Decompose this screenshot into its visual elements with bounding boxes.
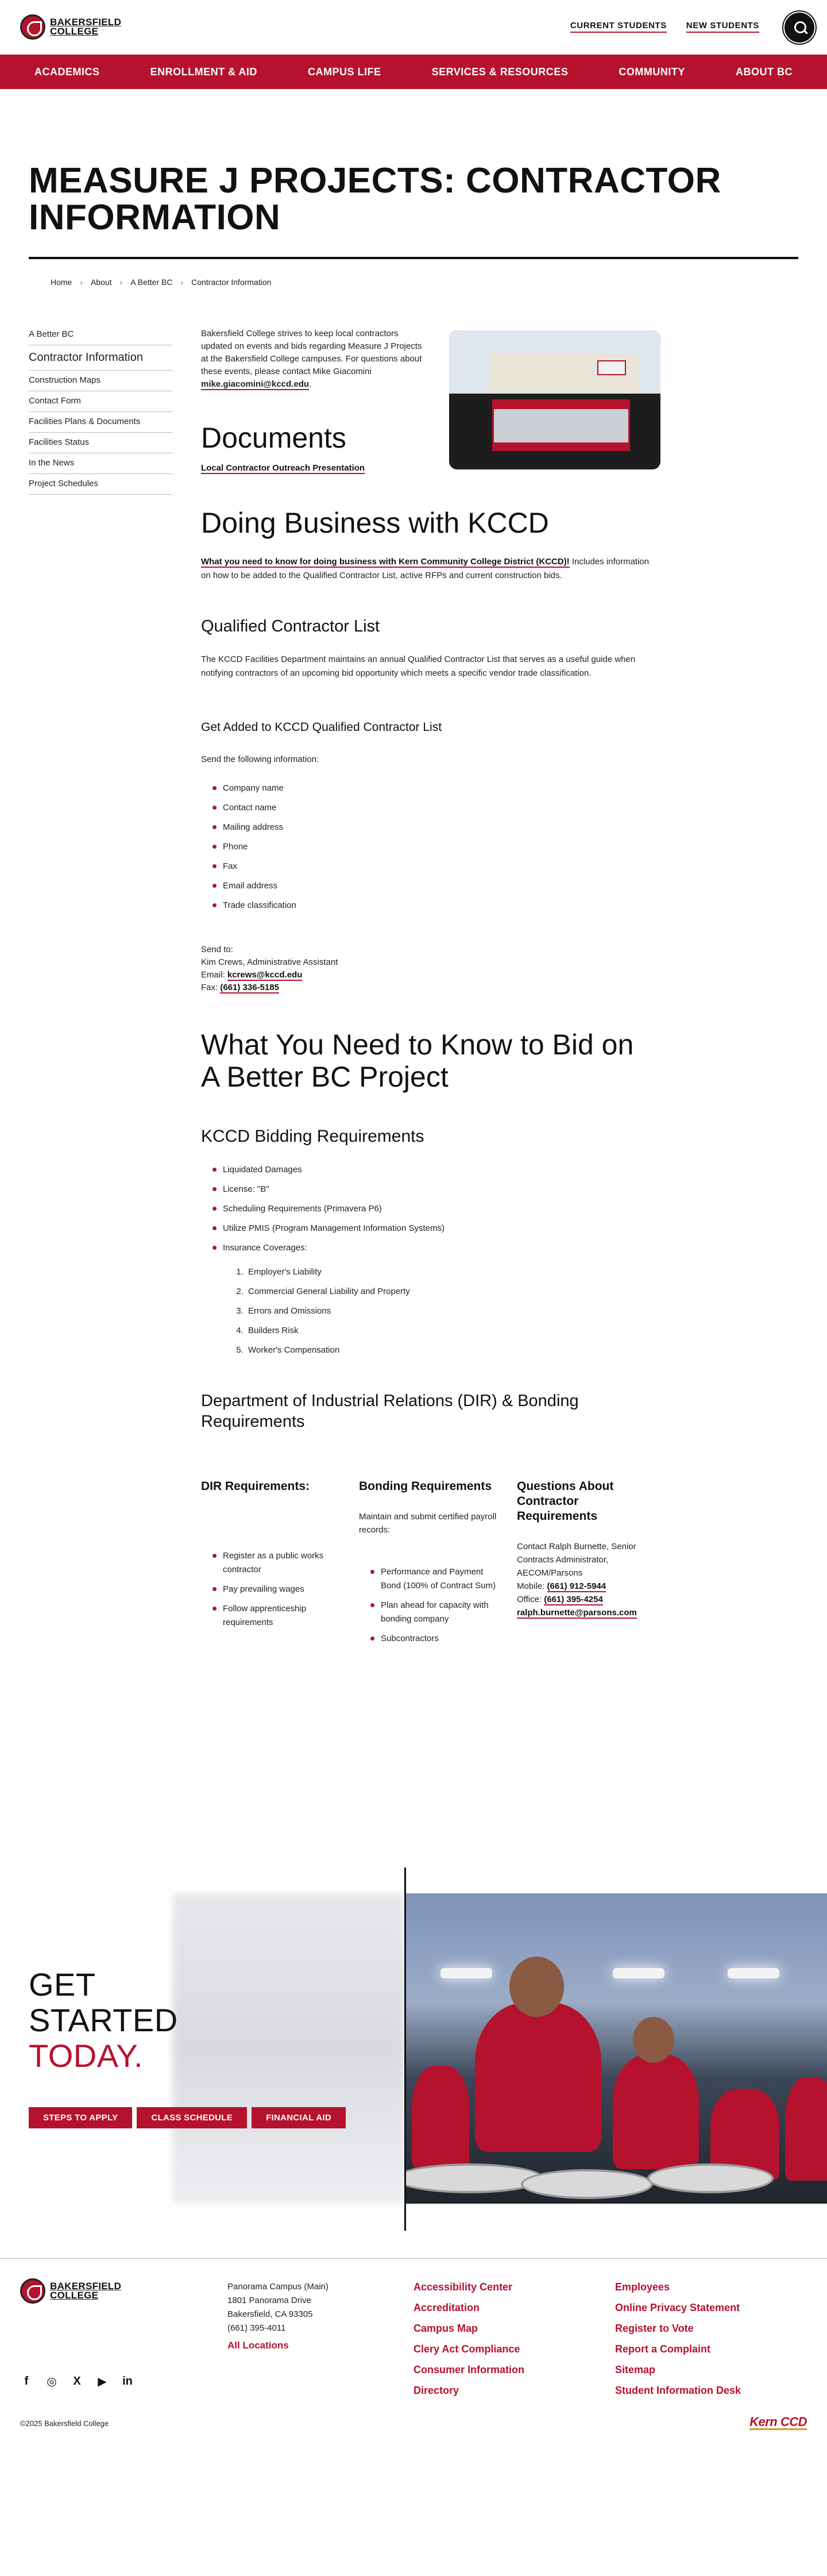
footer-link-campus-map[interactable]: Campus Map — [413, 2323, 478, 2334]
list-item: Follow apprenticeship requirements — [201, 1602, 342, 1630]
title-divider — [29, 257, 798, 259]
street-address: 1801 Panorama Drive — [227, 2296, 311, 2305]
new-students-link[interactable]: NEW STUDENTS — [686, 21, 759, 33]
contact-email-row — [201, 969, 655, 981]
logo-text: BAKERSFIELD COLLEGE — [50, 17, 122, 37]
nav-campus-life[interactable]: CAMPUS LIFE — [308, 66, 381, 78]
qcl-paragraph: The KCCD Facilities Department maintains an annual Qualified Contractor List that serves as a useful guide when notifying contractors of an upcoming bid opportunity which meets a specific vendor trade classification. — [201, 654, 636, 678]
site-header — [0, 0, 827, 89]
list-item: Email address — [201, 879, 655, 893]
bonding-requirements-list — [359, 1565, 500, 1646]
send-to-block — [201, 944, 655, 994]
office-label: Office: — [517, 1595, 544, 1604]
page-title: MEASURE J PROJECTS: CONTRACTOR INFORMATION — [29, 161, 721, 237]
search-icon[interactable] — [783, 11, 816, 44]
doing-business-text: Includes information on how to be added to the Qualified Contractor List, active RFPs and current construction bids. — [201, 557, 650, 580]
mobile-label: Mobile: — [517, 1581, 547, 1591]
sidebar-item-in-the-news[interactable]: In the News — [29, 453, 172, 474]
mobile-phone-link[interactable]: (661) 912-5944 — [547, 1581, 606, 1591]
bonding-requirements-title: Bonding Requirements — [359, 1480, 492, 1493]
footer-link-consumer-information[interactable]: Consumer Information — [413, 2364, 525, 2375]
utility-links — [570, 21, 759, 33]
class-schedule-button[interactable]: CLASS SCHEDULE — [137, 2107, 247, 2128]
main-content — [201, 328, 655, 1732]
list-item: Fax — [201, 860, 655, 873]
nav-academics[interactable]: ACADEMICS — [34, 66, 100, 78]
fax-link[interactable]: (661) 336-5185 — [220, 983, 279, 992]
footer-logo-text: BAKERSFIELD COLLEGE — [50, 2281, 122, 2301]
sidebar-item-a-better-bc[interactable]: A Better BC — [29, 325, 172, 345]
stadium-light — [440, 1968, 492, 1978]
steps-to-apply-button[interactable]: STEPS TO APPLY — [29, 2107, 132, 2128]
dir-requirements-column — [201, 1479, 342, 1635]
nav-community[interactable]: COMMUNITY — [619, 66, 685, 78]
drum — [406, 2163, 544, 2193]
bid-heading: What You Need to Know to Bid on A Better BC Project — [201, 1029, 634, 1093]
questions-contact-text: Contact Ralph Burnette, Senior Contracts Administrator, AECOM/Parsons — [517, 1542, 636, 1578]
stadium-light — [613, 1968, 664, 1978]
sidebar-item-facilities-status[interactable]: Facilities Status — [29, 433, 172, 453]
nav-enrollment-aid[interactable]: ENROLLMENT & AID — [150, 66, 257, 78]
instagram-icon[interactable]: ◎ — [47, 2375, 57, 2388]
dir-requirements-title: DIR Requirements: — [201, 1480, 310, 1493]
top-bar — [0, 0, 827, 55]
photo-banner — [492, 399, 630, 451]
sidebar-item-construction-maps[interactable]: Construction Maps — [29, 371, 172, 391]
bonding-requirements-text: Maintain and submit certified payroll records: — [359, 1512, 497, 1535]
bidding-requirements-list — [201, 1163, 655, 1255]
kcrews-email-link[interactable]: kcrews@kccd.edu — [227, 970, 303, 980]
get-started-line-1: GET — [29, 1966, 96, 2003]
breadcrumb-about[interactable]: About — [91, 278, 112, 287]
drumline-photo — [406, 1893, 827, 2204]
x-icon[interactable]: X — [73, 2375, 81, 2388]
campus-phone: (661) 395-4011 — [227, 2323, 286, 2333]
city-state-zip: Bakersfield, CA 93305 — [227, 2309, 313, 2319]
list-item: Scheduling Requirements (Primavera P6) — [201, 1202, 655, 1216]
bc-logo-icon — [20, 2278, 45, 2304]
sidebar-item-contact-form[interactable]: Contact Form — [29, 391, 172, 412]
blurred-background-image — [172, 1893, 405, 2204]
dir-requirements-list — [201, 1549, 342, 1630]
drummer-figure — [412, 2066, 469, 2169]
list-item: Subcontractors — [359, 1632, 500, 1646]
photo-sign — [597, 360, 626, 375]
intro-end: . — [309, 379, 312, 389]
footer-link-privacy[interactable]: Online Privacy Statement — [615, 2302, 740, 2313]
intro-paragraph — [201, 328, 431, 391]
questions-email-row — [517, 1606, 658, 1619]
list-item: 5. Worker's Compensation — [246, 1343, 655, 1357]
breadcrumb — [51, 278, 271, 287]
get-started-section — [0, 1862, 827, 2230]
chevron-right-icon: › — [180, 278, 184, 287]
get-started-buttons — [29, 2107, 346, 2128]
fax-label: Fax: — [201, 983, 221, 992]
footer-logo[interactable] — [20, 2278, 122, 2304]
campus-address — [227, 2280, 329, 2352]
drummer-head — [509, 1957, 564, 2017]
email-label: Email: — [201, 970, 227, 980]
list-item: Trade classification — [201, 899, 655, 912]
youtube-icon[interactable]: ▶ — [98, 2375, 107, 2388]
footer-link-employees[interactable]: Employees — [615, 2281, 670, 2293]
list-item: Pay prevailing wages — [201, 1582, 342, 1596]
requirements-columns — [201, 1479, 655, 1732]
bidding-requirements-heading: KCCD Bidding Requirements — [201, 1127, 424, 1146]
drummer-figure — [785, 2077, 827, 2181]
kern-ccd-logo[interactable]: Kern CCD — [749, 2415, 807, 2429]
list-item: 3. Errors and Omissions — [246, 1304, 655, 1318]
footer-divider — [0, 2258, 827, 2259]
footer-link-report-complaint[interactable]: Report a Complaint — [615, 2343, 711, 2355]
current-students-link[interactable]: CURRENT STUDENTS — [570, 21, 667, 33]
linkedin-icon[interactable]: in — [122, 2375, 133, 2388]
facebook-icon[interactable]: f — [24, 2375, 29, 2388]
list-item: Plan ahead for capacity with bonding company — [359, 1599, 500, 1626]
list-item: Phone — [201, 840, 655, 854]
footer-link-student-info-desk[interactable]: Student Information Desk — [615, 2385, 741, 2396]
sidebar-item-facilities-plans[interactable]: Facilities Plans & Documents — [29, 412, 172, 433]
footer-link-clery-act[interactable]: Clery Act Compliance — [413, 2343, 520, 2355]
get-started-heading — [29, 1967, 178, 2074]
questions-office-row — [517, 1593, 658, 1606]
breadcrumb-home[interactable]: Home — [51, 278, 72, 287]
insurance-coverages-list — [201, 1265, 655, 1357]
questions-title: Questions About Contractor Requirements — [517, 1480, 614, 1523]
doing-business-heading: Doing Business with KCCD — [201, 507, 549, 539]
social-links — [20, 2374, 134, 2389]
nav-services-resources[interactable]: SERVICES & RESOURCES — [431, 66, 569, 78]
drummer-figure — [475, 2003, 601, 2152]
ralph-email-link[interactable]: ralph.burnette@parsons.com — [517, 1608, 637, 1618]
list-item: 1. Employer's Liability — [246, 1265, 655, 1279]
office-phone-link[interactable]: (661) 395-4254 — [544, 1595, 603, 1604]
list-item: Insurance Coverages: — [201, 1241, 655, 1255]
main-navigation — [0, 55, 827, 89]
get-started-line-2: STARTED — [29, 2002, 178, 2038]
photo-banner-bottom — [494, 442, 628, 449]
chevron-right-icon: › — [119, 278, 123, 287]
questions-mobile-row — [517, 1580, 658, 1593]
veterans-resource-center-photo — [449, 330, 660, 469]
get-added-heading: Get Added to KCCD Qualified Contractor List — [201, 721, 442, 734]
list-item: Performance and Payment Bond (100% of Contract Sum) — [359, 1565, 500, 1593]
stadium-light — [728, 1968, 779, 1978]
list-item: 4. Builders Risk — [246, 1324, 655, 1338]
chevron-right-icon: › — [80, 278, 83, 287]
list-item: Register as a public works contractor — [201, 1549, 342, 1577]
drum — [647, 2163, 774, 2193]
dir-heading: Department of Industrial Relations (DIR) & Bonding Requirements — [201, 1392, 579, 1431]
breadcrumb-a-better-bc[interactable]: A Better BC — [130, 278, 173, 287]
list-item: Utilize PMIS (Program Management Information Systems) — [201, 1222, 655, 1235]
copyright: ©2025 Bakersfield College — [20, 2419, 109, 2428]
list-item: Mailing address — [201, 821, 655, 834]
intro-email-link[interactable]: mike.giacomini@kccd.edu — [201, 379, 310, 389]
get-started-line-3: TODAY. — [29, 2038, 144, 2074]
list-item: 2. Commercial General Liability and Property — [246, 1285, 655, 1299]
list-item: License: "B" — [201, 1183, 655, 1196]
section-sidebar — [29, 325, 172, 495]
financial-aid-button[interactable]: FINANCIAL AID — [252, 2107, 346, 2128]
questions-column — [517, 1479, 658, 1619]
footer-link-accreditation[interactable]: Accreditation — [413, 2302, 480, 2313]
contact-fax-row — [201, 981, 655, 994]
nav-about-bc[interactable]: ABOUT BC — [735, 66, 793, 78]
list-item: Contact name — [201, 801, 655, 815]
qcl-heading: Qualified Contractor List — [201, 617, 380, 636]
breadcrumb-current: Contractor Information — [191, 278, 272, 287]
drummer-figure — [613, 2054, 699, 2169]
required-info-list — [201, 781, 655, 912]
footer-link-register-to-vote[interactable]: Register to Vote — [615, 2323, 694, 2334]
list-item: Liquidated Damages — [201, 1163, 655, 1177]
sidebar-item-project-schedules[interactable]: Project Schedules — [29, 474, 172, 495]
send-to-label: Send to: — [201, 945, 233, 954]
bc-logo-icon — [20, 14, 45, 40]
footer-links-column-2 — [615, 2280, 741, 2404]
college-logo[interactable] — [20, 14, 122, 40]
intro-text: Bakersfield College strives to keep local contractors updated on events and bids regarding Measure J Projects at the Bakersfield College campuses. For questions about these events, please contact Mike Giacomini — [201, 329, 422, 376]
drum — [521, 2169, 653, 2199]
get-added-intro: Send the following information: — [201, 754, 319, 764]
photo-banner-top — [494, 401, 628, 409]
footer-links-column-1 — [413, 2280, 524, 2404]
footer-link-sitemap[interactable]: Sitemap — [615, 2364, 656, 2375]
all-locations-link[interactable]: All Locations — [227, 2340, 289, 2351]
list-item: Company name — [201, 781, 655, 795]
footer-link-accessibility-center[interactable]: Accessibility Center — [413, 2281, 513, 2293]
documents-heading: Documents — [201, 422, 346, 454]
bonding-requirements-column — [359, 1479, 500, 1651]
doing-business-paragraph — [201, 555, 655, 583]
campus-name: Panorama Campus (Main) — [227, 2282, 329, 2292]
contact-name: Kim Crews, Administrative Assistant — [201, 957, 338, 967]
doing-business-link[interactable]: What you need to know for doing business with Kern Community College District (KCCD)! — [201, 557, 570, 567]
outreach-presentation-link[interactable]: Local Contractor Outreach Presentation — [201, 463, 365, 473]
footer-link-directory[interactable]: Directory — [413, 2385, 459, 2396]
sidebar-item-contractor-information[interactable]: Contractor Information — [29, 345, 172, 371]
drummer-head — [633, 2017, 674, 2063]
